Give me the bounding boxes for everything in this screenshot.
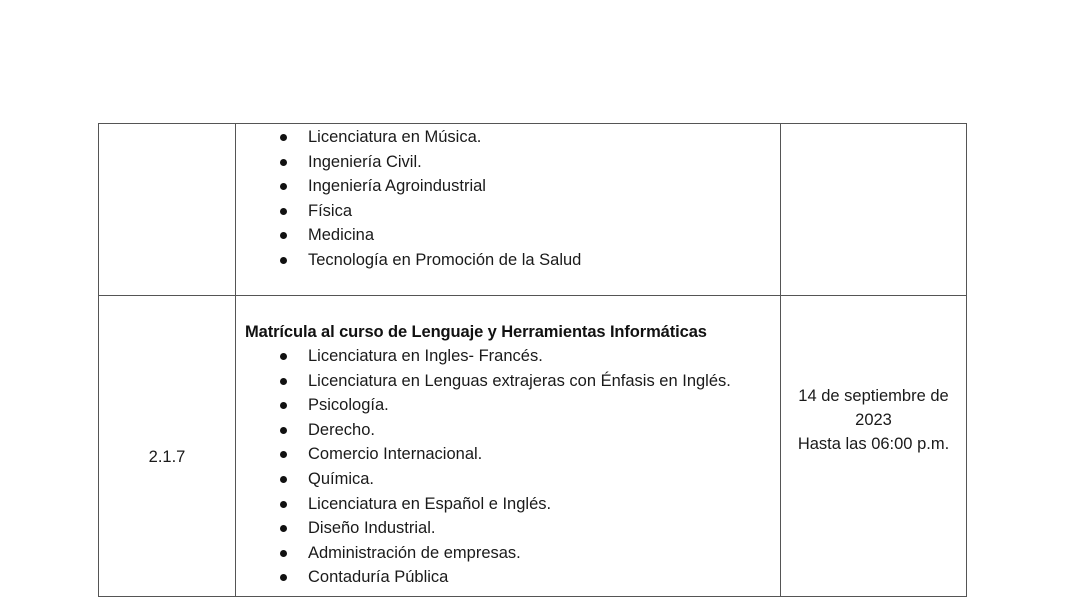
program-list-cell	[236, 124, 781, 296]
date-line: 14 de septiembre de	[798, 387, 949, 405]
list-item: Comercio Internacional.	[236, 442, 780, 467]
date-line: 2023	[855, 411, 892, 429]
list-item: Psicología.	[236, 393, 780, 418]
date-cell	[781, 124, 967, 296]
program-list	[236, 125, 780, 273]
list-item: Derecho.	[236, 418, 780, 443]
list-item: Licenciatura en Ingles- Francés.	[236, 344, 780, 369]
date-cell	[781, 296, 967, 597]
section-heading: Matrícula al curso de Lenguaje y Herramientas Informáticas	[245, 323, 707, 341]
list-item: Contaduría Pública	[236, 565, 780, 590]
list-item: Medicina	[236, 223, 780, 248]
list-item: Ingeniería Agroindustrial	[236, 174, 780, 199]
row-number-cell	[99, 296, 236, 597]
schedule-table	[98, 123, 967, 597]
list-item: Química.	[236, 467, 780, 492]
list-item: Licenciatura en Lenguas extrajeras con Énfasis en Inglés.	[236, 369, 780, 394]
program-list	[236, 344, 780, 590]
list-item: Licenciatura en Música.	[236, 125, 780, 150]
row-number-cell	[99, 124, 236, 296]
list-item: Diseño Industrial.	[236, 516, 780, 541]
table-row	[99, 296, 967, 597]
list-item: Física	[236, 199, 780, 224]
deadline-time: Hasta las 06:00 p.m.	[797, 435, 950, 453]
table-row	[99, 124, 967, 296]
list-item: Administración de empresas.	[236, 541, 780, 566]
program-list-cell	[236, 296, 781, 597]
list-item: Ingeniería Civil.	[236, 150, 780, 175]
list-item: Licenciatura en Español e Inglés.	[236, 492, 780, 517]
list-item: Tecnología en Promoción de la Salud	[236, 248, 780, 273]
row-number: 2.1.7	[148, 447, 186, 466]
